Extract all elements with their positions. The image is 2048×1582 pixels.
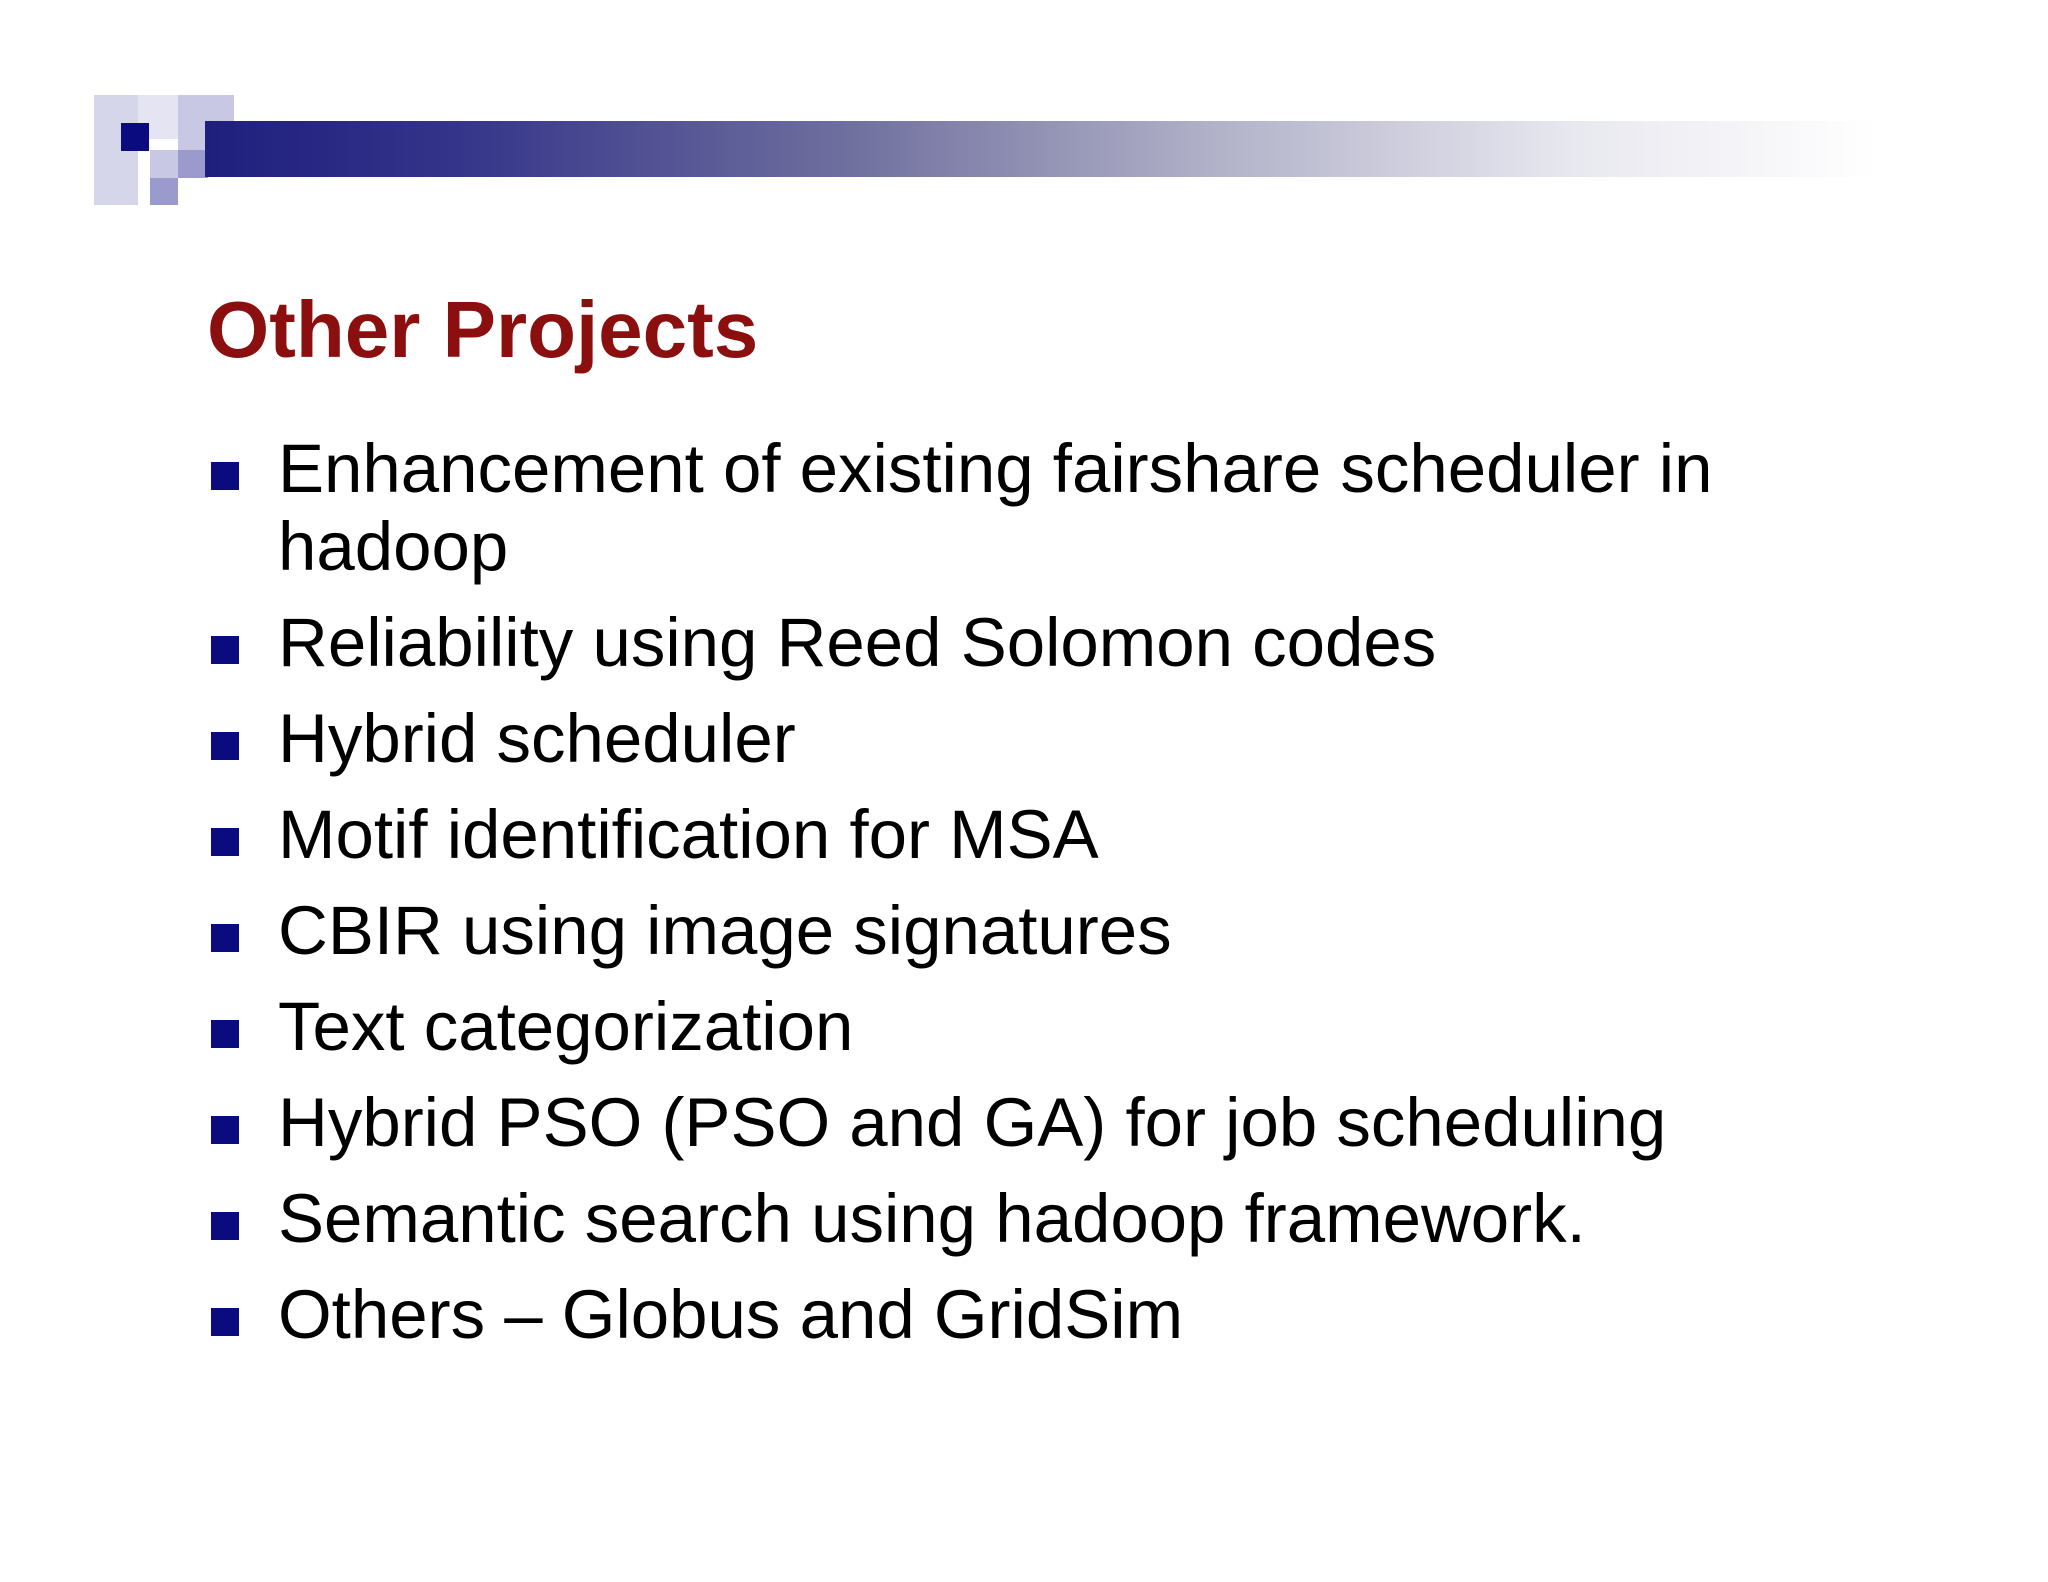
list-item-text: Hybrid scheduler xyxy=(278,700,796,777)
list-item-text: Semantic search using hadoop framework. xyxy=(278,1180,1586,1257)
list-item-text: Motif identification for MSA xyxy=(278,796,1099,873)
square-bullet-icon xyxy=(211,1020,239,1048)
square-bullet-icon xyxy=(211,924,239,952)
list-item xyxy=(207,1276,1907,1354)
square-bullet-icon xyxy=(211,1308,239,1336)
list-item-text: Text categorization xyxy=(278,988,854,1065)
square-bullet-icon xyxy=(211,828,239,856)
list-item-text: Hybrid PSO (PSO and GA) for job scheduling xyxy=(278,1084,1667,1161)
list-item xyxy=(207,700,1907,778)
list-item xyxy=(207,796,1907,874)
square-bullet-icon xyxy=(211,1212,239,1240)
list-item xyxy=(207,1180,1907,1258)
header-square xyxy=(121,123,149,151)
slide-title: Other Projects xyxy=(207,285,759,374)
list-item-text: Enhancement of existing fairshare scheduler in hadoop xyxy=(278,430,1713,585)
square-bullet-icon xyxy=(211,1116,239,1144)
list-item-text: Others – Globus and GridSim xyxy=(278,1276,1184,1353)
header-gradient-bar xyxy=(205,121,1875,177)
list-item xyxy=(207,892,1907,970)
header-decoration xyxy=(0,0,2048,220)
bullet-list xyxy=(207,430,1907,1372)
list-item xyxy=(207,430,1907,586)
list-item-text: CBIR using image signatures xyxy=(278,892,1172,969)
list-item-text: Reliability using Reed Solomon codes xyxy=(278,604,1437,681)
list-item xyxy=(207,1084,1907,1162)
header-square xyxy=(178,150,208,178)
square-bullet-icon xyxy=(211,636,239,664)
header-square xyxy=(150,178,178,205)
list-item xyxy=(207,604,1907,682)
square-bullet-icon xyxy=(211,732,239,760)
list-item xyxy=(207,988,1907,1066)
square-bullet-icon xyxy=(211,462,239,490)
header-square xyxy=(150,150,178,178)
